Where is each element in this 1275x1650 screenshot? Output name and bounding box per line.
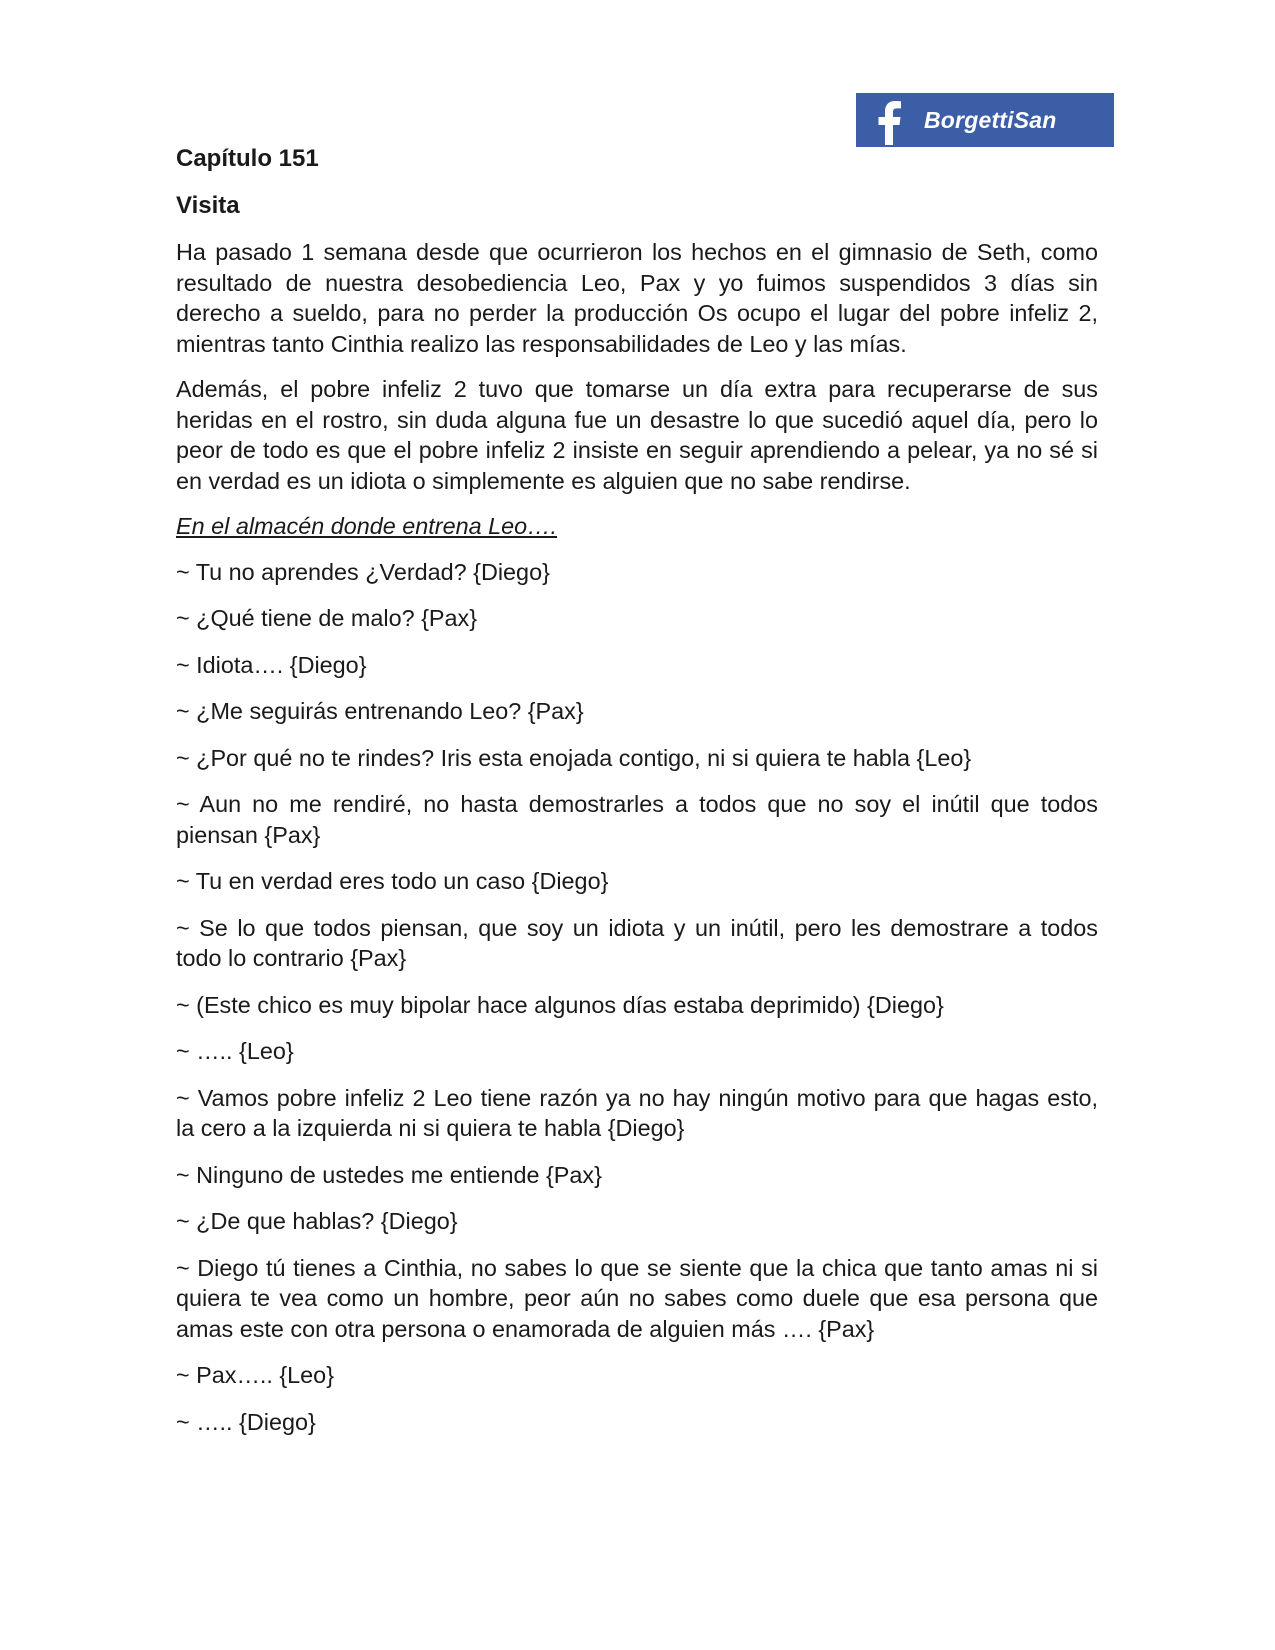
facebook-page-name: BorgettiSan bbox=[924, 106, 1057, 133]
dialog-line: ~ Ninguno de ustedes me entiende {Pax} bbox=[176, 1161, 602, 1188]
dialog-line: ~ Tu no aprendes ¿Verdad? {Diego} bbox=[176, 558, 550, 585]
dialog-line: ~ (Este chico es muy bipolar hace algunos días estaba deprimido) {Diego} bbox=[176, 991, 944, 1018]
document-page bbox=[176, 143, 1098, 1453]
dialog-line: ~ Pax….. {Leo} bbox=[176, 1362, 335, 1388]
facebook-f-glyph bbox=[876, 99, 902, 145]
facebook-icon bbox=[856, 93, 916, 147]
paragraph-2: Además, el pobre infeliz 2 tuvo que tomarse un día extra para recuperarse de sus heridas en el rostro, sin duda alguna fue un desastre lo que sucedió aquel día, pero lo peor de todo es que el pobre infeliz 2 insiste en seguir aprendiendo a pelear, ya no sé si en verdad es un idiota o simplemente es alguien que no sabe rendirse. bbox=[176, 376, 1098, 494]
dialog-line: ~ Tu en verdad eres todo un caso {Diego} bbox=[176, 868, 609, 894]
dialog-line: ~ ¿Me seguirás entrenando Leo? {Pax} bbox=[176, 698, 584, 724]
dialog-line: ~ Aun no me rendiré, no hasta demostrarles a todos que no soy el inútil que todos piensan {Pax} bbox=[176, 791, 1098, 848]
dialog-list bbox=[176, 557, 1098, 1438]
dialog-line: ~ Diego tú tienes a Cinthia, no sabes lo que se siente que la chica que tanto amas ni si quiera te vea como un hombre, peor aún no sabes como duele que esa persona que amas este con otra persona o enamorada de alguien más …. {Pax} bbox=[176, 1254, 1098, 1342]
dialog-line: ~ Se lo que todos piensan, que soy un idiota y un inútil, pero les demostrare a todos todo lo contrario {Pax} bbox=[176, 914, 1098, 971]
dialog-line: ~ ….. {Leo} bbox=[176, 1038, 294, 1064]
dialog-line: ~ ¿De que hablas? {Diego} bbox=[176, 1208, 458, 1234]
scene-heading: En el almacén donde entrena Leo…. bbox=[176, 513, 558, 539]
facebook-badge[interactable] bbox=[856, 93, 1114, 147]
dialog-line: ~ ¿Por qué no te rindes? Iris esta enojada contigo, ni si quiera te habla {Leo} bbox=[176, 744, 972, 771]
dialog-line: ~ ….. {Diego} bbox=[176, 1408, 316, 1435]
dialog-line: ~ Idiota…. {Diego} bbox=[176, 651, 367, 678]
dialog-line: ~ ¿Qué tiene de malo? {Pax} bbox=[176, 605, 478, 631]
dialog-line: ~ Vamos pobre infeliz 2 Leo tiene razón ya no hay ningún motivo para que hagas esto, la cero a la izquierda ni si quiera te habla {Diego} bbox=[176, 1084, 1098, 1141]
chapter-subtitle: Visita bbox=[176, 192, 240, 219]
paragraph-1: Ha pasado 1 semana desde que ocurrieron los hechos en el gimnasio de Seth, como resultado de nuestra desobediencia Leo, Pax y yo fuimos suspendidos 3 días sin derecho a sueldo, para no perder la producción Os ocupo el lugar del pobre infeliz 2, mientras tanto Cinthia realizo las responsabilidades de Leo y las mías. bbox=[176, 239, 1098, 357]
chapter-title: Capítulo 151 bbox=[176, 145, 319, 172]
